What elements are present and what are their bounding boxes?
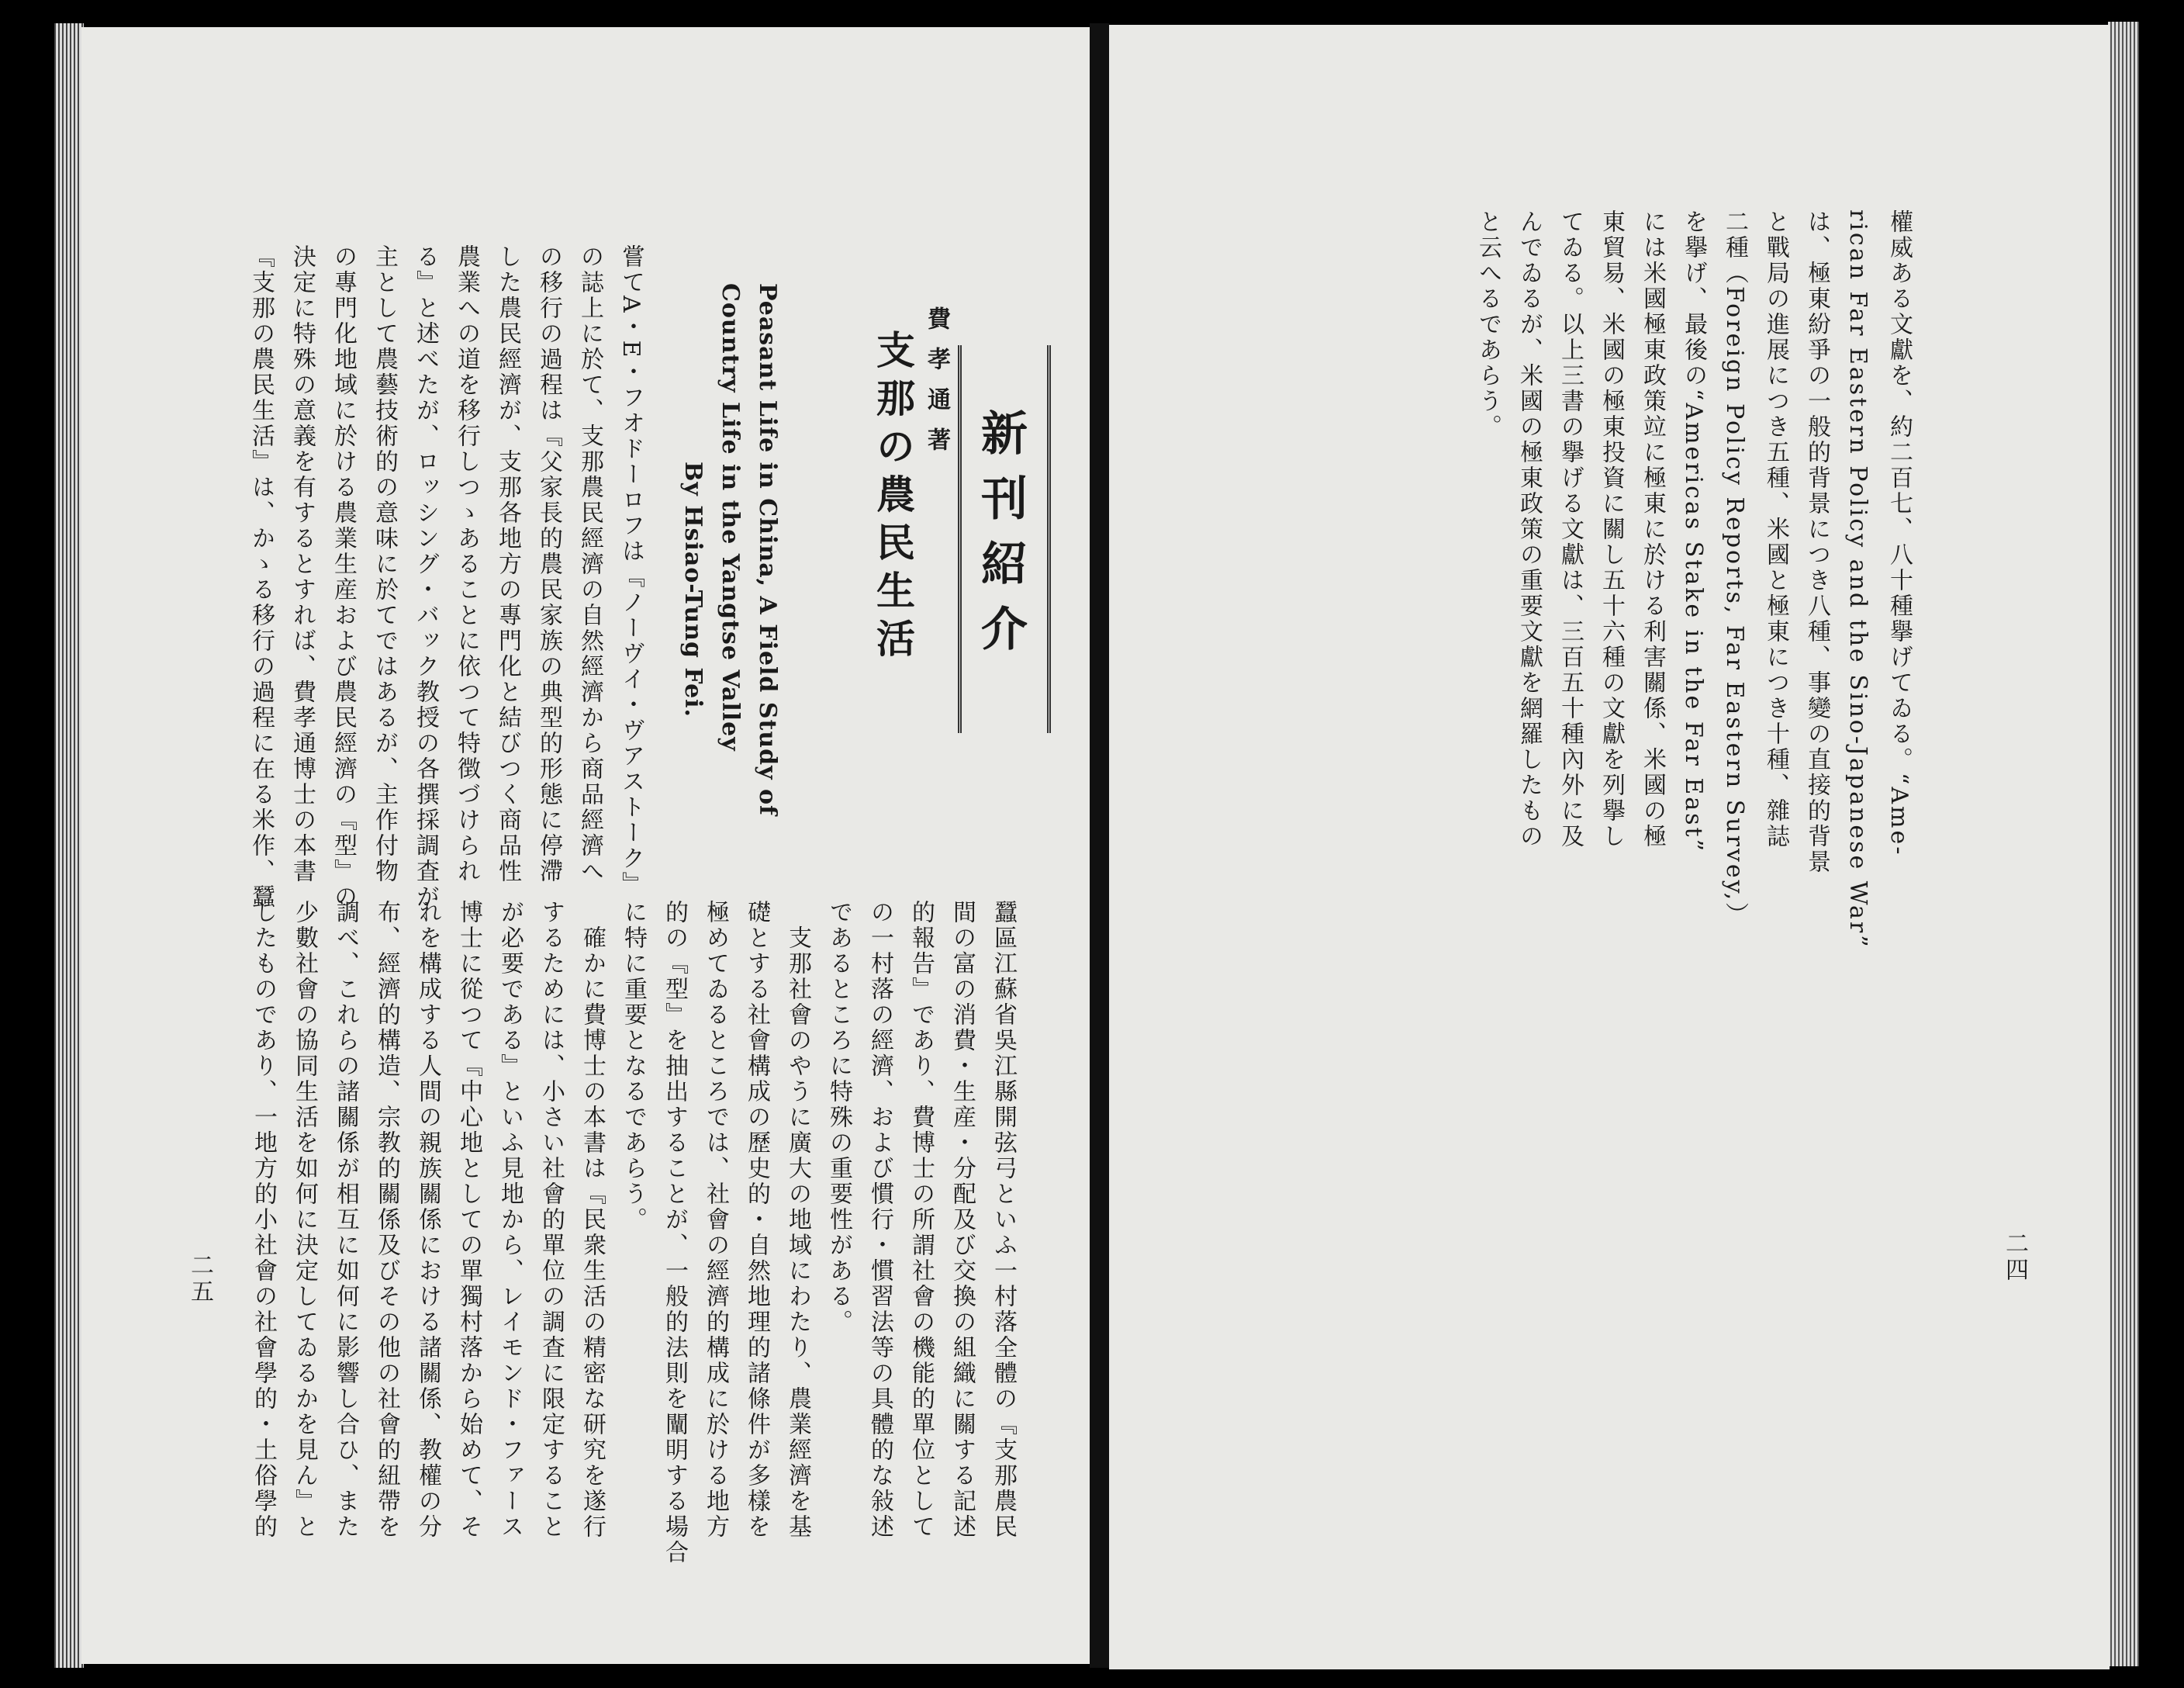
left-lower-text [240, 900, 1024, 1629]
book-title: 支那の農民生活 [870, 330, 916, 666]
text-line: んでゐるが、米國の極東政策の重要文獻を網羅したもの [1515, 209, 1543, 849]
section-heading: 新刊紹介 [958, 345, 1051, 733]
text-line: 東貿易、米國の極東投資に關し五十六種の文獻を列擧し [1598, 209, 1625, 849]
text-line: 的の『型』を抽出することが、一般的法則を闡明する場合 [661, 900, 688, 1565]
english-title-line-2: Country Life in the Yangtse Valley [717, 283, 744, 752]
english-author: By Hsiao-Tung Fei. [679, 462, 707, 718]
text-line: 『支那の農民生活』は、かゝる移行の過程に在る米作、蠶 [247, 244, 275, 910]
text-line: 決定に特殊の意義を有するとすれば、費孝通博士の本書 [289, 244, 316, 884]
right-text [1462, 209, 1920, 1063]
text-line: れを構成する人間の親族關係における諸關係、教權の分 [414, 900, 441, 1540]
page-number-right: 二四 [2001, 1231, 2028, 1284]
text-line: 博士に從つて『中心地としての單獨村落から始めて、そ [455, 900, 482, 1540]
text-line: の專門化地域に於ける農業生産および農民經濟の『型』の [330, 244, 357, 910]
text-line: 礎とする社會構成の歷史的・自然地理的諸條件が多樣を [743, 900, 770, 1540]
text-line: を擧げ、最後の“Americas Stake in the Far East” [1680, 209, 1707, 853]
text-line: と戰局の進展につき五種、米國と極東につき十種、雜誌 [1762, 209, 1789, 849]
text-line: 農業への道を移行しつゝあることに依つて特徴づけられ [453, 244, 480, 884]
text-line: するためには、小さい社會的單位の調査に限定すること [537, 900, 565, 1540]
text-line: 少數社會の協同生活を如何に決定してゐるかを見ん』と [291, 900, 318, 1540]
text-line: 嘗てA・E・フオドーロフは『ノーヴイ・ヴアストーク』 [617, 244, 644, 898]
book-edge-left [54, 23, 84, 1668]
book-gutter [1090, 23, 1109, 1668]
text-line: 權威ある文獻を、約二百七、八十種擧げてゐる。“Ame- [1885, 209, 1913, 857]
text-line: には米國極東政策竝に極東に於ける利害關係、米國の極 [1639, 209, 1666, 849]
text-line: 主として農藝技術的の意味に於てではあるが、主作付物 [371, 244, 398, 884]
text-line: が必要である』といふ見地から、レイモンド・ファース [496, 900, 524, 1540]
left-upper-text [237, 244, 651, 910]
text-line: に特に重要となるであらう。 [620, 900, 647, 1233]
text-line: 支那社會のやうに廣大の地域にわたり、農業經濟を基 [784, 900, 811, 1540]
right-page [1109, 25, 2110, 1669]
text-line: 蠶區江蘇省吳江縣開弦弓といふ一村落全體の『支那農民 [990, 900, 1017, 1540]
text-line: る』と述べたが、ロッシング・バック教授の各撰採調査が [412, 244, 439, 910]
book-edge-right [2108, 22, 2139, 1666]
english-title-line-1: Peasant Life in China, A Field Study of [754, 283, 781, 816]
left-page [81, 27, 1090, 1664]
text-line: 調べ、これらの諸關係が相互に如何に影響し合ひ、また [332, 900, 359, 1540]
text-line: したものであり、一地方的小社會の社會學的・土俗學的 [250, 900, 277, 1540]
author-name: 費孝通著 [923, 306, 950, 468]
page-number-left: 二五 [186, 1253, 213, 1306]
text-line: と云へるであらう。 [1474, 209, 1502, 440]
text-line: rican Far Eastern Policy and the Sino-Japanese War” [1844, 209, 1871, 950]
text-line: 間の富の消費・生産・分配及び交換の組織に關する記述 [949, 900, 976, 1540]
text-line: の誌上に於て、支那農民經濟の自然經濟から商品經濟へ [576, 244, 603, 884]
text-line: した農民經濟が、支那各地方の專門化と結びつく商品性 [494, 244, 521, 884]
text-line: の移行の過程は『父家長的農民家族の典型的形態に停滯 [535, 244, 562, 884]
text-line: てゐる。以上三書の擧げる文獻は、三百五十種內外に及 [1557, 209, 1584, 849]
text-line: であるところに特殊の重要性がある。 [825, 900, 852, 1335]
text-line: 二種（Foreign Policy Reports, Far Eastern Survey,） [1721, 209, 1748, 929]
text-line: 布、經濟的構造、宗教的關係及びその他の社會的紐帶を [373, 900, 400, 1540]
text-line: 確かに費博士の本書は『民衆生活の精密な研究を遂行 [579, 900, 606, 1540]
text-line: は、極東紛爭の一般的背景につき八種、事變の直接的背景 [1803, 209, 1830, 875]
text-line: の一村落の經濟、および慣行・慣習法等の具體的な敍述 [866, 900, 893, 1540]
text-line: 的報告』であり、費博士の所謂社會の機能的單位として [907, 900, 935, 1540]
text-line: 極めてゐるところでは、社會の經濟的構成に於ける地方 [702, 900, 729, 1540]
